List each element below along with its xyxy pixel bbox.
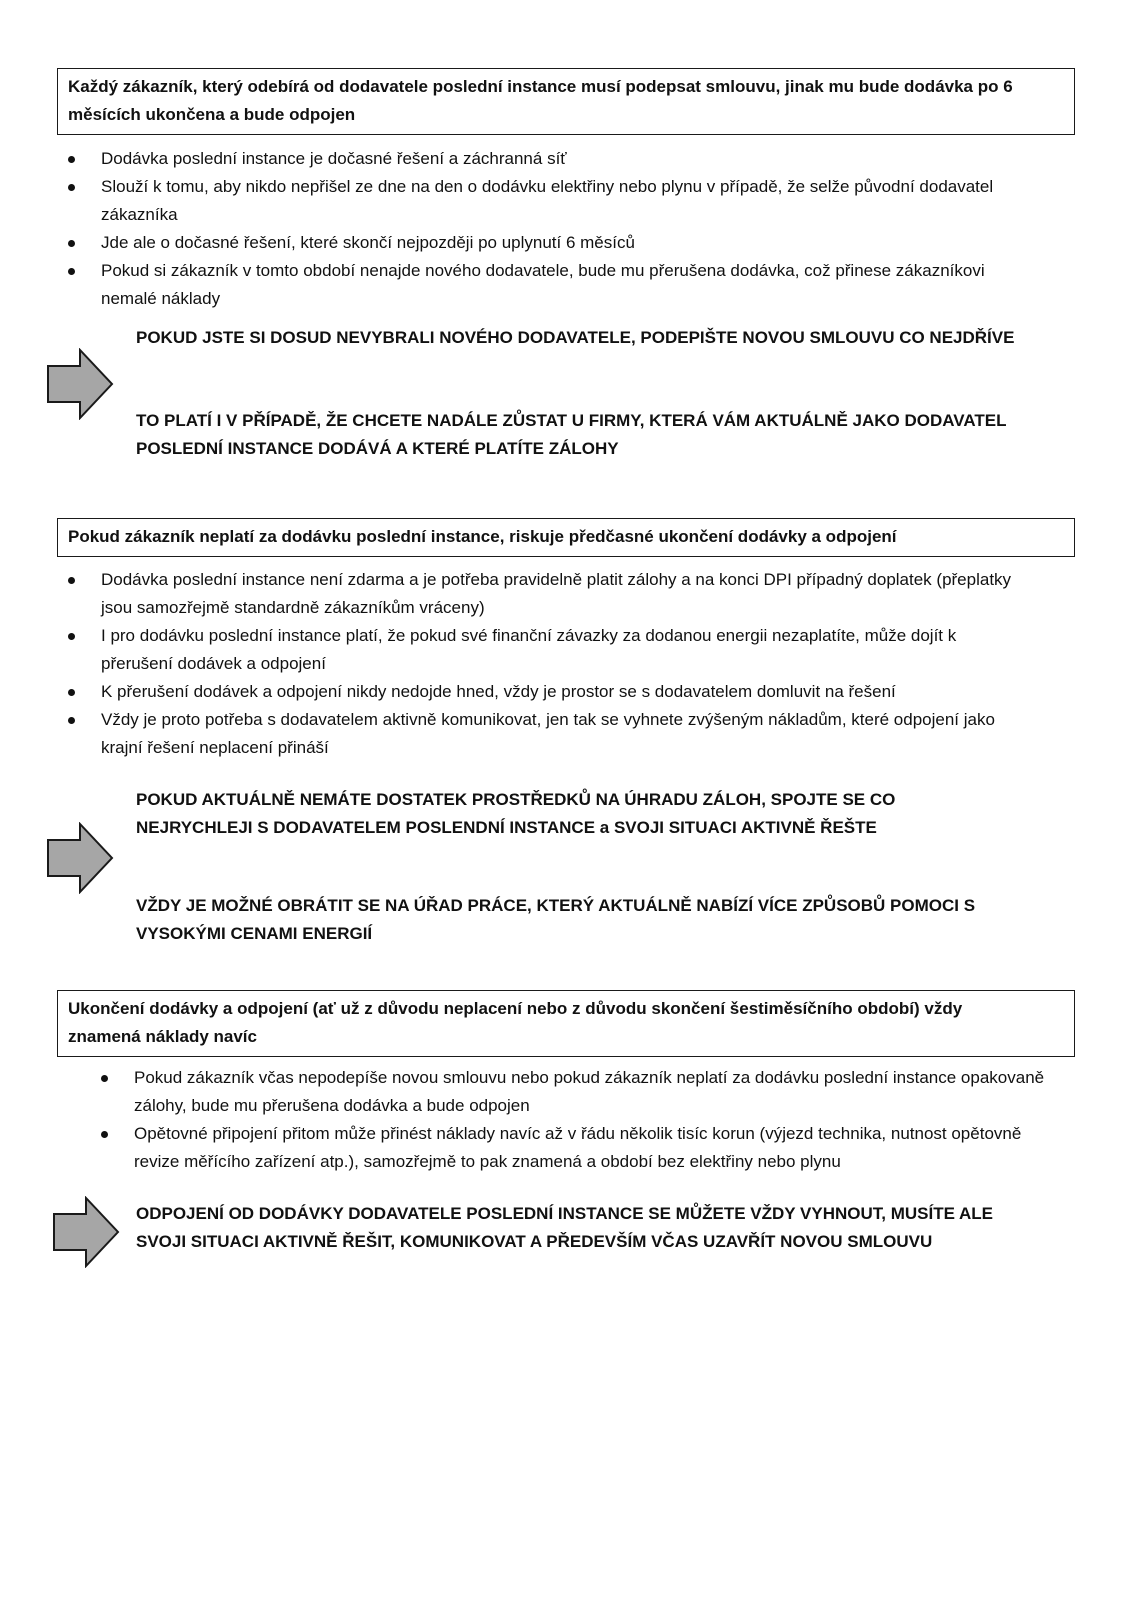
list-item: Jde ale o dočasné řešení, které skončí nejpozději po uplynutí 6 měsíců <box>57 229 1017 257</box>
section3-header-box <box>57 990 1075 1057</box>
list-item: Vždy je proto potřeba s dodavatelem aktivně komunikovat, jen tak se vyhnete zvýšeným nákladům, které odpojení jako krajní řešení neplacení přináší <box>57 706 1027 762</box>
section2-bullet-list <box>57 566 1027 762</box>
section2-header-box <box>57 518 1075 557</box>
section2-header: Pokud zákazník neplatí za dodávku poslední instance, riskuje předčasné ukončení dodávky a odpojení <box>68 527 897 546</box>
list-item: Pokud zákazník včas nepodepíše novou smlouvu nebo pokud zákazník neplatí za dodávku poslední instance opakovaně zálohy, bude mu přerušena dodávka a bude odpojen <box>90 1064 1050 1120</box>
section3-header: Ukončení dodávky a odpojení (ať už z důvodu neplacení nebo z důvodu skončení šestiměsíčního období) vždy znamená náklady navíc <box>68 999 963 1046</box>
list-item: Pokud si zákazník v tomto období nenajde nového dodavatele, bude mu přerušena dodávka, což přinese zákazníkovi nemalé náklady <box>57 257 1017 313</box>
list-item: Dodávka poslední instance není zdarma a je potřeba pravidelně platit zálohy a na konci DPI případný doplatek (přeplatky jsou samozřejmě standardně zákazníkům vráceny) <box>57 566 1027 622</box>
section1-header-box <box>57 68 1075 135</box>
section1-callout-1: POKUD JSTE SI DOSUD NEVYBRALI NOVÉHO DODAVATELE, PODEPIŠTE NOVOU SMLOUVU CO NEJDŘÍVE <box>136 328 1015 347</box>
section3-bullet-list <box>90 1064 1050 1176</box>
section1-callout-2: TO PLATÍ I V PŘÍPADĚ, ŽE CHCETE NADÁLE ZŮSTAT U FIRMY, KTERÁ VÁM AKTUÁLNĚ JAKO DODAVATEL POSLEDNÍ INSTANCE DODÁVÁ A KTERÉ PLATÍTE ZÁLOHY <box>136 411 1007 458</box>
list-item: Opětovné připojení přitom může přinést náklady navíc až v řádu několik tisíc korun (výjezd technika, nutnost opětovně revize měřícího zařízení atp.), samozřejmě to pak znamená a období bez elektřiny nebo plynu <box>90 1120 1050 1176</box>
section2-callout-2: VŽDY JE MOŽNÉ OBRÁTIT SE NA ÚŘAD PRÁCE, KTERÝ AKTUÁLNĚ NABÍZÍ VÍCE ZPŮSOBŮ POMOCI S VYSOKÝMI CENAMI ENERGIÍ <box>136 896 976 943</box>
section1-bullet-list <box>57 145 1017 313</box>
section3-callout-1: ODPOJENÍ OD DODÁVKY DODAVATELE POSLEDNÍ INSTANCE SE MŮŽETE VŽDY VYHNOUT, MUSÍTE ALE SVOJI SITUACI AKTIVNĚ ŘEŠIT, KOMUNIKOVAT A PŘEDEVŠÍM VČAS UZAVŘÍT NOVOU SMLOUVU <box>136 1204 994 1251</box>
arrow-right-icon <box>46 348 114 420</box>
arrow-right-icon <box>46 822 114 894</box>
list-item: I pro dodávku poslední instance platí, že pokud své finanční závazky za dodanou energii nezaplatíte, může dojít k přerušení dodávek a odpojení <box>57 622 1027 678</box>
section2-callout-1: POKUD AKTUÁLNĚ NEMÁTE DOSTATEK PROSTŘEDKŮ NA ÚHRADU ZÁLOH, SPOJTE SE CO NEJRYCHLEJI S DODAVATELEM POSLENDNÍ INSTANCE a SVOJI SITUACI AKTIVNĚ ŘEŠTE <box>136 790 896 837</box>
list-item: Dodávka poslední instance je dočasné řešení a záchranná síť <box>57 145 1017 173</box>
list-item: Slouží k tomu, aby nikdo nepřišel ze dne na den o dodávku elektřiny nebo plynu v případě, že selže původní dodavatel zákazníka <box>57 173 1017 229</box>
list-item: K přerušení dodávek a odpojení nikdy nedojde hned, vždy je prostor se s dodavatelem domluvit na řešení <box>57 678 1027 706</box>
arrow-right-icon <box>52 1196 120 1268</box>
section1-header: Každý zákazník, který odebírá od dodavatele poslední instance musí podepsat smlouvu, jinak mu bude dodávka po 6 měsících ukončena a bude odpojen <box>68 77 1013 124</box>
